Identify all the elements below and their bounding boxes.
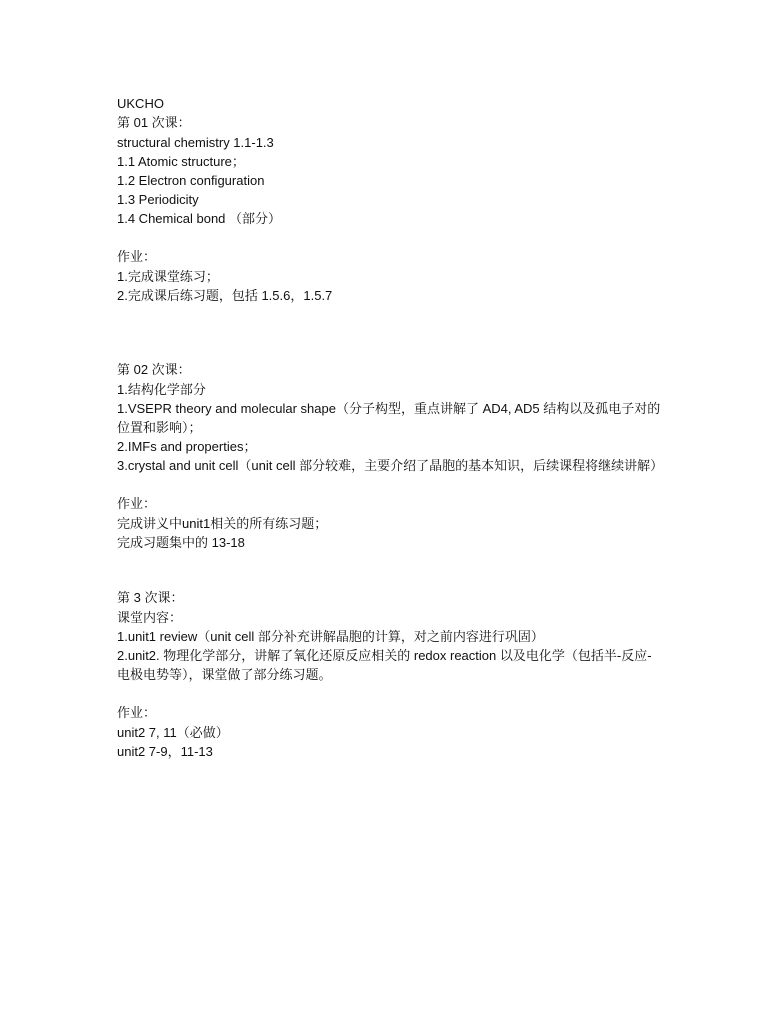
lesson-3-line: 2.unit2. 物理化学部分，讲解了氧化还原反应相关的 redox reaction 以及电化学（包括半-反应-电极电势等），课堂做了部分练习题。 xyxy=(117,648,652,682)
lesson-2-heading: 第 02 次课： xyxy=(117,362,191,377)
lesson-1-heading: 第 01 次课： xyxy=(117,115,191,130)
lesson-2-line: 2.IMFs and properties； xyxy=(117,439,257,454)
lesson-1-homework-item: 2.完成课后练习题，包括 1.5.6，1.5.7 xyxy=(117,288,333,303)
spacer xyxy=(117,228,662,247)
lesson-3-homework-item: unit2 7, 11（必做） xyxy=(117,725,229,740)
lesson-3-heading: 第 3 次课： xyxy=(117,590,184,605)
document-page xyxy=(117,94,662,761)
lesson-1-line: 1.2 Electron configuration xyxy=(117,173,265,188)
lesson-3-homework-item: unit2 7-9，11-13 xyxy=(117,744,213,759)
lesson-2-line: 1.结构化学部分 xyxy=(117,382,206,397)
lesson-1-homework-heading: 作业： xyxy=(117,249,157,264)
lesson-3-line: 课堂内容： xyxy=(117,610,183,625)
spacer xyxy=(117,684,662,703)
spacer xyxy=(117,305,662,360)
lesson-1-line: 1.3 Periodicity xyxy=(117,192,199,207)
lesson-1-line: structural chemistry 1.1-1.3 xyxy=(117,135,274,150)
lesson-2-homework-item: 完成讲义中unit1相关的所有练习题； xyxy=(117,516,328,531)
lesson-1-homework-item: 1.完成课堂练习； xyxy=(117,269,219,284)
spacer xyxy=(117,552,662,588)
lesson-2-line: 3.crystal and unit cell（unit cell 部分较难，主要介绍了晶胞的基本知识，后续课程将继续讲解） xyxy=(117,458,664,473)
lesson-3-line: 1.unit1 review（unit cell 部分补充讲解晶胞的计算，对之前内容进行巩固） xyxy=(117,629,544,644)
lesson-2-line: 1.VSEPR theory and molecular shape（分子构型，重点讲解了 AD4, AD5 结构以及孤电子对的位置和影响）； xyxy=(117,401,661,435)
lesson-1-line: 1.4 Chemical bond （部分） xyxy=(117,211,282,226)
lesson-2-homework-heading: 作业： xyxy=(117,496,157,511)
spacer xyxy=(117,475,662,494)
document-title: UKCHO xyxy=(117,96,164,111)
lesson-3-homework-heading: 作业： xyxy=(117,705,157,720)
lesson-2-homework-item: 完成习题集中的 13-18 xyxy=(117,535,245,550)
lesson-1-line: 1.1 Atomic structure； xyxy=(117,154,245,169)
